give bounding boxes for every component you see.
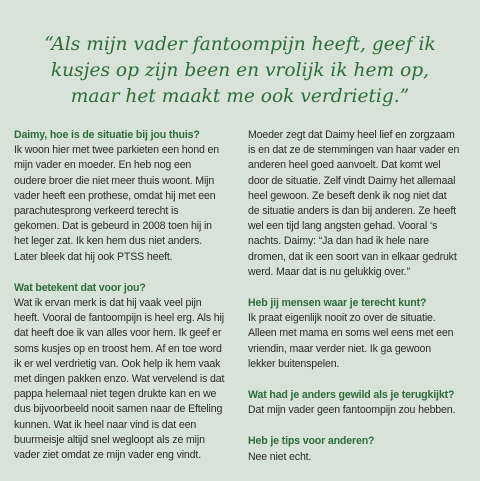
answer-meaning: Wat ik ervan merk is dat hij vaak veel pijn heeft. Vooral de fantoompijn is heel erg. Als hij dat heeft doe ik van alles voor hem. Ik geef er soms kusjes op en troost hem. Af en toe word ik er wel verdrietig van. Ook help ik hem vaak met dingen pakken enzo. Wat vervelend is dat pappa helemaal niet tegen drukte kan en we dus bijvoorbeeld nooit samen naar de Efteling kunnen. Wat ik heel naar vind is dat een buurmeisje altijd snel wegloopt als ze mijn vader ziet omdat ze mijn vader eng vindt. xyxy=(14,297,225,462)
answer-support: Ik praat eigenlijk nooit zo over de situatie. Alleen met mama en soms wel eens met een vriendin, maar verder niet. Ik ga gewoon lekker buitenspelen. xyxy=(248,312,454,370)
mother-paragraph: Moeder zegt dat Daimy heel lief en zorgzaam is en dat ze de stemmingen van haar vader en anderen heel goed aanvoelt. Dat komt wel door de situatie. Zelf vindt Daimy het allemaal heel gewoon. Ze beseft denk ik nog niet dat de situatie anders is dan bij anderen. Ze heeft wel een tijd lang angsten gehad. Vooral ‘s nachts. Daimy: “Ja dan had ik hele nare dromen, dat ik een soort van in elkaar gedrukt werd. Maar dat is nu gelukkig over.” xyxy=(248,129,460,278)
right-column xyxy=(248,128,460,481)
answer-hindsight: Dat mijn vader geen fantoompijn zou hebben. xyxy=(248,404,456,417)
answer-tips: Nee niet echt. xyxy=(248,450,312,463)
question-support: Heb jij mensen waar je terecht kunt? xyxy=(248,297,427,310)
question-tips: Heb je tips voor anderen? xyxy=(248,435,375,448)
left-column xyxy=(14,128,226,479)
pull-quote: “Als mijn vader fantoompijn heeft, geef ik kusjes op zijn been en vrolijk ik hem op, maar het maakt me ook verdrietig.” xyxy=(44,34,436,107)
question-hindsight: Wat had je anders gewild als je terugkijkt? xyxy=(248,389,455,402)
question-situation: Daimy, hoe is de situatie bij jou thuis? xyxy=(14,129,200,141)
question-meaning: Wat betekent dat voor jou? xyxy=(14,281,146,294)
answer-situation: Ik woon hier met twee parkieten een hond en mijn vader en moeder. En heb nog een oudere broer die niet meer thuis woont. Mijn vader heeft een prothese, omdat hij met een parachutesprong verkeerd terecht is gekomen. Dat is gebeurd in 2008 toen hij in het leger zat. Ik ken hem dus niet anders. Later bleek dat hij ook PTSS heeft. xyxy=(14,144,219,263)
